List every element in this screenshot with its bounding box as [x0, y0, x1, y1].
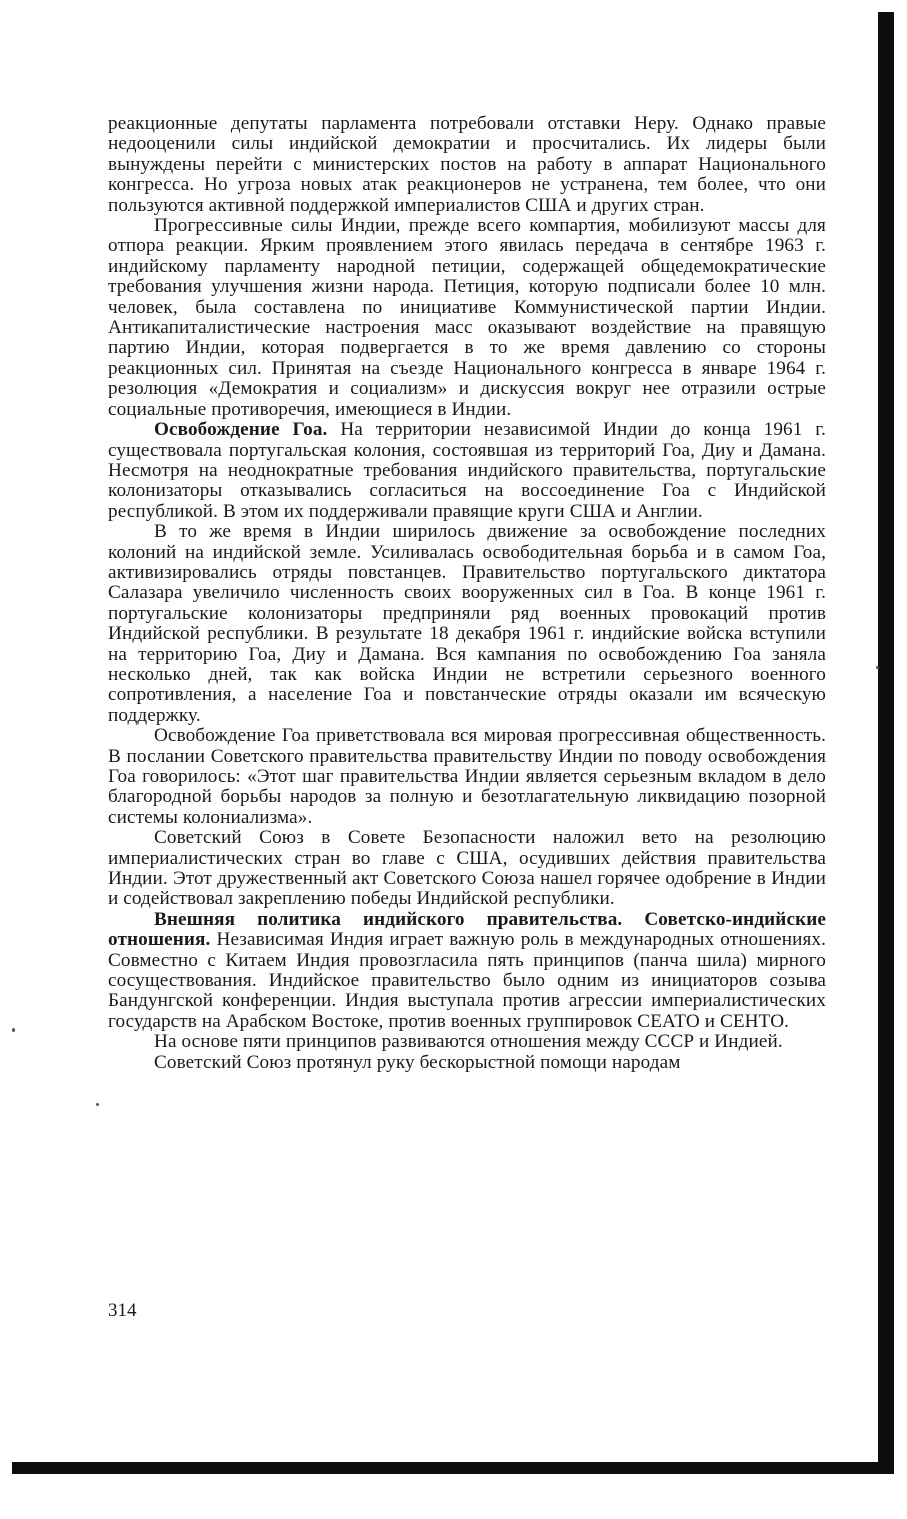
paragraph-text: Советский Союз в Совете Безопасности наложил вето на резолюцию империалистических стран во главе с США, осудивших действия правительства Индии. Этот дружественный акт Советского Союза нашел горячее одобрение в Индии и содействовал закреплению победы Индийской республики.	[108, 827, 826, 910]
paragraph	[108, 828, 826, 910]
scan-edge-bottom	[12, 1462, 894, 1474]
paragraph	[108, 726, 826, 828]
paragraph-text: В то же время в Индии ширилось движение за освобождение последних колоний на индийской земле. Усиливалась освободительная борьба и в самом Гоа, активизировались отряды повстанцев. Правительство португальского диктатора Салазара увеличило численность своих вооруженных сил в Гоа. В конце 1961 г. португальские колонизаторы предприняли ряд военных провокаций против Индийской республики. В результате 18 декабря 1961 г. индийские войска вступили на территорию Гоа, Диу и Дамана. Вся кампания по освобождению Гоа заняла несколько дней, так как войска Индии не встретили серьезного военного сопротивления, а население Гоа и повстанческие отряды оказали им всяческую поддержку.	[108, 521, 826, 726]
paragraph	[108, 114, 826, 216]
paragraph	[108, 522, 826, 726]
page-number: 314	[108, 1300, 137, 1321]
paragraph	[108, 216, 826, 420]
body-text	[108, 114, 826, 1073]
paragraph-text: Независимая Индия играет важную роль в международных отношениях. Совместно с Китаем Индия провозгласила пять принципов (панча шила) мирного сосуществования. Индийское правительство было одним из инициаторов созыва Бандунгской конференции. Индия выступала против агрессии империалистических государств на Арабском Востоке, против военных группировок СЕАТО и СЕНТО.	[108, 929, 826, 1032]
paragraph-text: реакционные депутаты парламента потребовали отставки Неру. Однако правые недооценили силы индийской демократии и просчитались. Их лидеры были вынуждены перейти с министерских постов на работу в аппарат Национального конгресса. Но угроза новых атак реакционеров не устранена, тем более, что они пользуются активной поддержкой империалистов США и других стран.	[108, 113, 826, 216]
paragraph-text: Освобождение Гоа приветствовала вся мировая прогрессивная общественность. В послании Советского правительства правительству Индии по поводу освобождения Гоа говорилось: «Этот шаг правительства Индии является серьезным вкладом в дело благородной борьбы народов за полную и безотлагательную ликвидацию позорной системы колониализма».	[108, 725, 826, 828]
paragraph	[108, 910, 826, 1032]
paragraph	[108, 1053, 826, 1073]
section-heading: Внешняя политика индийского правительства. Советско-индийские отношения.	[108, 908, 826, 951]
scan-speck	[876, 666, 879, 669]
section-heading: Освобождение Гоа.	[154, 419, 328, 441]
paragraph-text: На территории независимой Индии до конца 1961 г. существовала португальская колония, состоявшая из территорий Гоа, Диу и Дамана. Несмотря на неоднократные требования индийского правительства, португальские колонизаторы отказывались согласиться на воссоединение Гоа с Индийской республикой. В этом их поддерживали правящие круги США и Англии.	[108, 419, 826, 522]
paragraph-text: На основе пяти принципов развиваются отношения между СССР и Индией.	[154, 1031, 783, 1053]
scan-speck	[12, 1028, 15, 1032]
paragraph-text: Советский Союз протянул руку бескорыстной помощи народам	[154, 1051, 681, 1073]
scan-edge-right	[878, 12, 894, 1474]
paragraph	[108, 420, 826, 522]
paragraph-text: Прогрессивные силы Индии, прежде всего компартия, мобилизуют массы для отпора реакции. Ярким проявлением этого явилась передача в сентябре 1963 г. индийскому парламенту народной петиции, содержащей общедемократические требования улучшения жизни народа. Петиция, которую подписали более 10 млн. человек, была составлена по инициативе Коммунистической партии Индии. Антикапиталистические настроения масс оказывают воздействие на правящую партию Индии, которая подвергается в то же время давлению со стороны реакционных сил. Принятая на съезде Национального конгресса в январе 1964 г. резолюция «Демократия и социализм» и дискуссия вокруг нее отразили острые социальные противоречия, имеющиеся в Индии.	[108, 215, 826, 420]
scan-speck	[96, 1103, 99, 1106]
paragraph	[108, 1032, 826, 1052]
